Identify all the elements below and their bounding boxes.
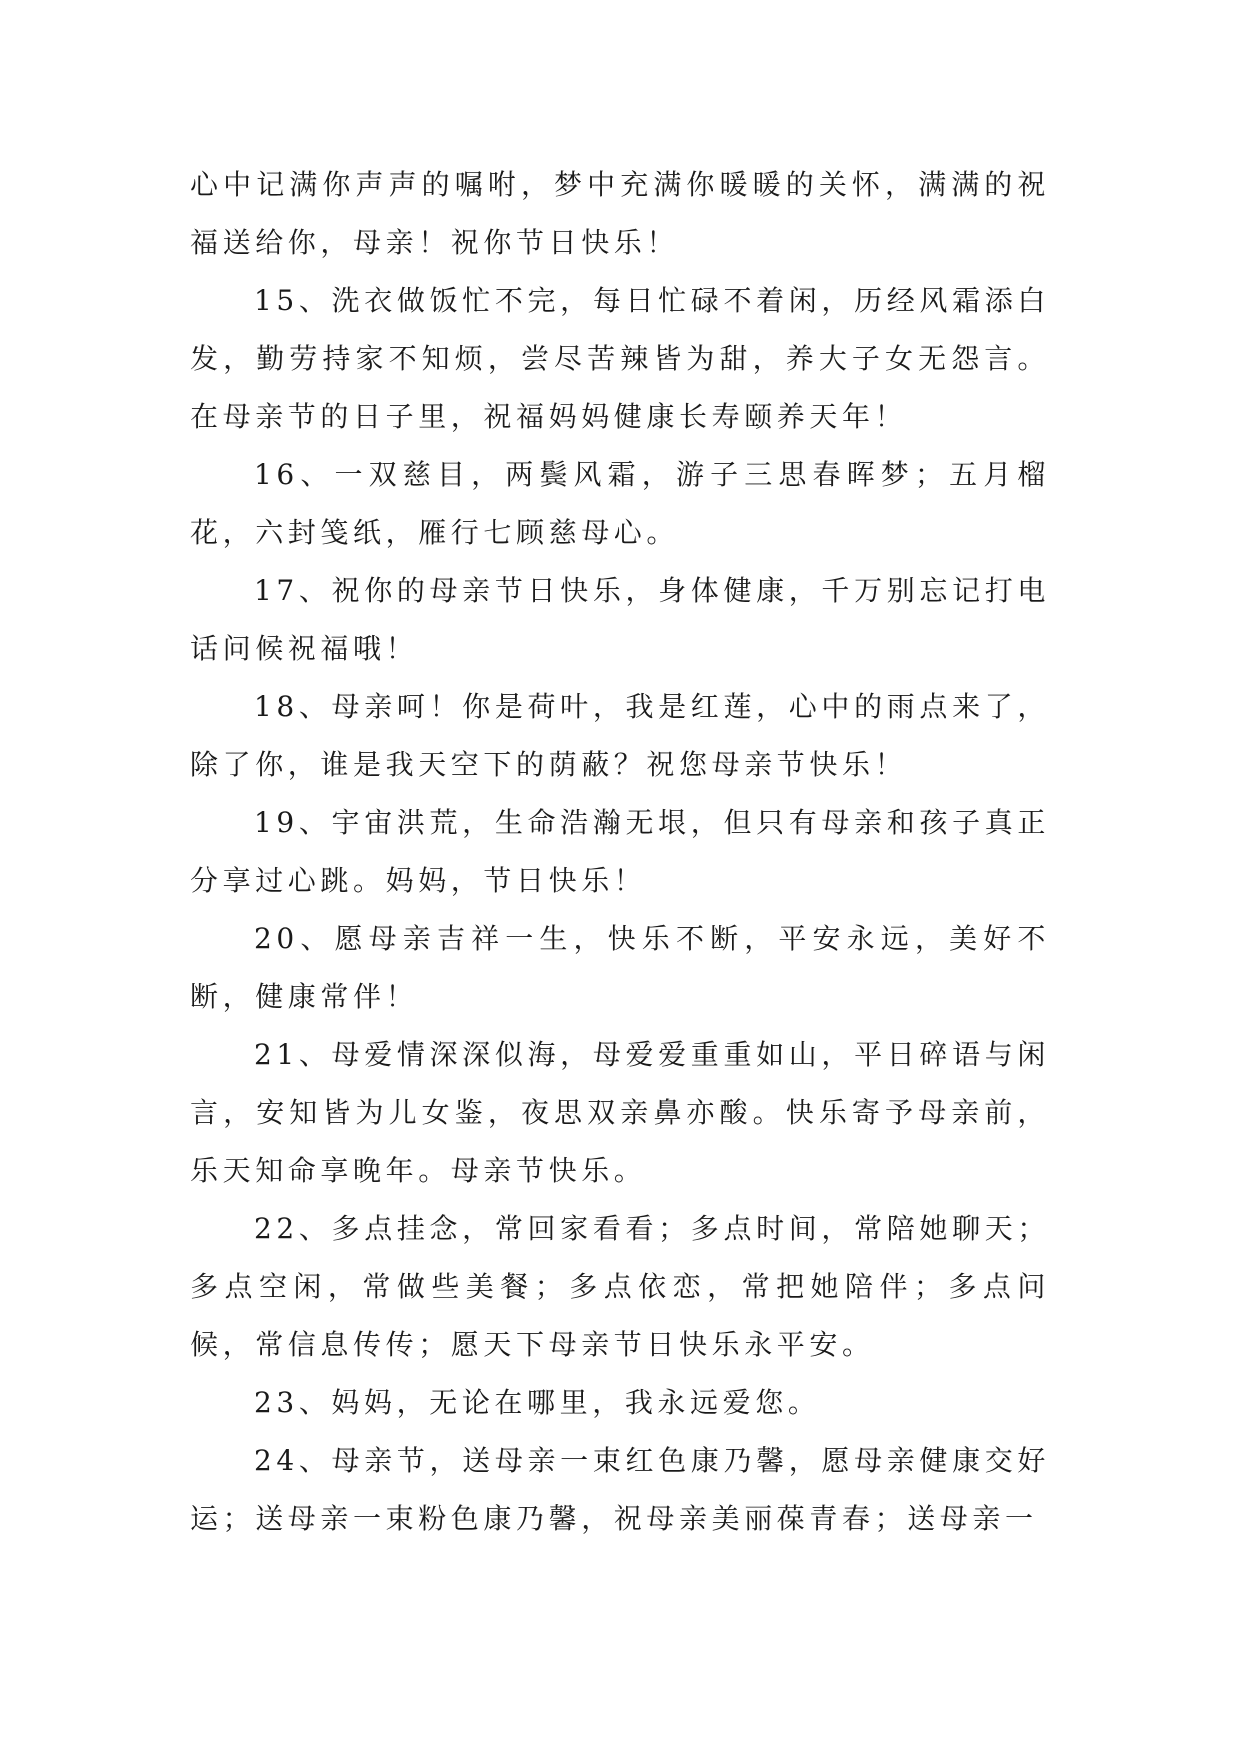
document-body: [190, 156, 1050, 1548]
paragraph-18: 18、母亲呵！你是荷叶，我是红莲，心中的雨点来了，除了你，谁是我天空下的荫蔽？祝您母亲节快乐！: [190, 690, 1050, 781]
paragraph-23: 23、妈妈，无论在哪里，我永远爱您。: [254, 1386, 821, 1419]
paragraph-17: 17、祝你的母亲节日快乐，身体健康，千万别忘记打电话问候祝福哦！: [190, 574, 1050, 665]
paragraph-21: 21、母爱情深深似海，母爱爱重重如山，平日碎语与闲言，安知皆为儿女鉴，夜思双亲鼻亦酸。快乐寄予母亲前，乐天知命享晚年。母亲节快乐。: [190, 1038, 1050, 1187]
paragraph-19: 19、宇宙洪荒，生命浩瀚无垠，但只有母亲和孩子真正分享过心跳。妈妈，节日快乐！: [190, 806, 1050, 897]
paragraph-20: 20、愿母亲吉祥一生，快乐不断，平安永远，美好不断，健康常伴！: [190, 922, 1050, 1013]
paragraph-16: 16、一双慈目，两鬓风霜，游子三思春晖梦；五月榴花，六封笺纸，雁行七顾慈母心。: [190, 458, 1050, 549]
paragraph-22: 22、多点挂念，常回家看看；多点时间，常陪她聊天；多点空闲，常做些美餐；多点依恋，常把她陪伴；多点问候，常信息传传；愿天下母亲节日快乐永平安。: [190, 1212, 1050, 1361]
paragraph-15: 15、洗衣做饭忙不完，每日忙碌不着闲，历经风霜添白发，勤劳持家不知烦，尝尽苦辣皆为甜，养大子女无怨言。在母亲节的日子里，祝福妈妈健康长寿颐养天年！: [190, 284, 1050, 433]
paragraph-24: 24、母亲节，送母亲一束红色康乃馨，愿母亲健康交好运；送母亲一束粉色康乃馨，祝母亲美丽葆青春；送母亲一: [190, 1444, 1050, 1535]
paragraph-1: 心中记满你声声的嘱咐，梦中充满你暖暖的关怀，满满的祝福送给你，母亲！祝你节日快乐！: [190, 168, 1050, 259]
